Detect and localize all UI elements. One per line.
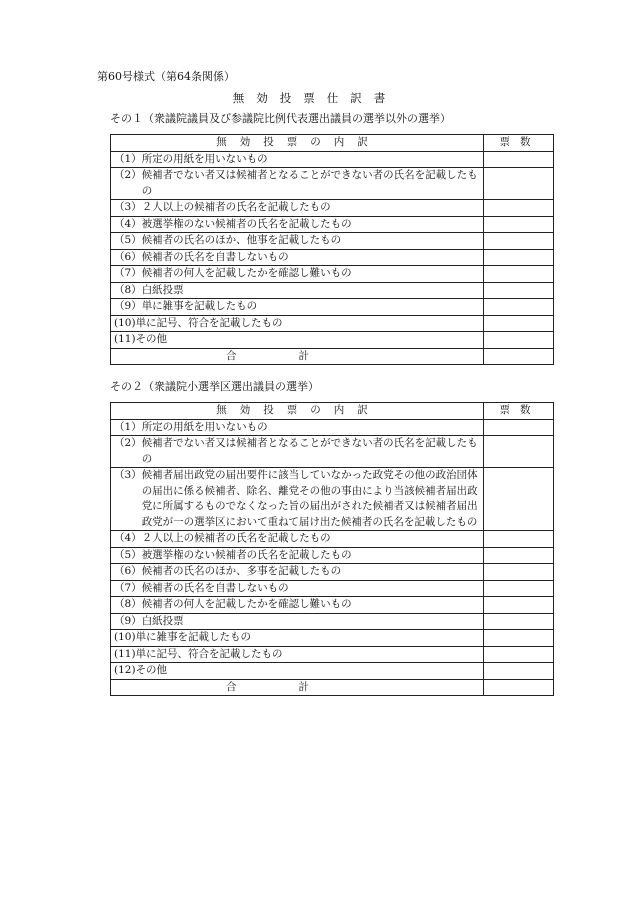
table-row xyxy=(111,580,554,597)
count-header: 票数 xyxy=(484,403,554,420)
section2-heading: その２（衆議院小選挙区選出議員の選挙） xyxy=(110,380,319,393)
total-label: 合計 xyxy=(111,679,484,696)
row-label xyxy=(111,315,484,332)
row-text: 白紙投票 xyxy=(141,283,184,296)
row-label xyxy=(111,168,484,200)
count-cell[interactable] xyxy=(484,200,554,217)
row-text: 被選挙権のない候補者の氏名を記載したもの xyxy=(141,217,352,230)
row-index: (11) xyxy=(114,647,136,660)
row-label xyxy=(111,613,484,630)
row-text: 候補者の何人を記載したかを確認し難いもの xyxy=(141,598,352,610)
section2-table xyxy=(110,402,554,696)
count-cell[interactable] xyxy=(484,168,554,200)
row-index: （3） xyxy=(114,469,142,481)
row-index: （8） xyxy=(114,283,142,296)
row-text: 候補者の氏名を自書しないもの xyxy=(141,581,289,594)
row-text: 所定の用紙を用いないもの xyxy=(141,152,268,165)
count-cell[interactable] xyxy=(484,419,554,436)
row-text: 候補者でない者又は候補者となることができない者の氏名を記載したもの xyxy=(141,437,478,465)
row-text: その他 xyxy=(135,333,168,345)
row-index: （5） xyxy=(114,234,142,246)
count-cell[interactable] xyxy=(484,151,554,168)
table-row xyxy=(111,200,554,217)
row-index: （1） xyxy=(114,152,142,165)
total-row xyxy=(111,348,554,365)
row-label xyxy=(111,531,484,548)
count-header: 票数 xyxy=(484,135,554,152)
row-text: その他 xyxy=(135,664,168,676)
table-row xyxy=(111,613,554,630)
count-cell[interactable] xyxy=(484,249,554,266)
row-index: (10) xyxy=(114,631,136,643)
table-row xyxy=(111,597,554,614)
row-index: （2） xyxy=(114,169,142,181)
row-label xyxy=(111,151,484,168)
row-index: （6） xyxy=(114,565,142,577)
row-label xyxy=(111,282,484,299)
row-text: 候補者届出政党の届出要件に該当していなかった政党その他の政治団体の届出に係る候補者、除名、離党その他の事由により当該候補者届出政党に所属するものでなくなった旨の届出がされた候補者又は候補者届出政党が一の選挙区において重ねて届け出た候補者の氏名を記載したもの xyxy=(141,469,478,528)
row-text: 候補者の氏名のほか、多事を記載したもの xyxy=(141,565,342,577)
count-cell[interactable] xyxy=(484,531,554,548)
total-count-cell[interactable] xyxy=(484,348,554,365)
row-label xyxy=(111,630,484,647)
table-row xyxy=(111,249,554,266)
table-row xyxy=(111,233,554,250)
count-cell[interactable] xyxy=(484,282,554,299)
count-cell[interactable] xyxy=(484,646,554,663)
row-index: （8） xyxy=(114,598,142,610)
row-label xyxy=(111,564,484,581)
row-index: （2） xyxy=(114,437,142,449)
row-label xyxy=(111,597,484,614)
table-row xyxy=(111,299,554,316)
row-text: 白紙投票 xyxy=(141,614,184,627)
row-label xyxy=(111,547,484,564)
row-label xyxy=(111,233,484,250)
table-row xyxy=(111,168,554,200)
count-cell[interactable] xyxy=(484,663,554,680)
row-label xyxy=(111,200,484,217)
row-index: （7） xyxy=(114,267,142,279)
row-text: 単に記号、符合を記載したもの xyxy=(135,647,283,660)
row-text: 候補者の氏名を自書しないもの xyxy=(141,250,289,263)
count-cell[interactable] xyxy=(484,216,554,233)
row-label xyxy=(111,419,484,436)
row-index: （4） xyxy=(114,532,142,544)
table-row xyxy=(111,436,554,468)
count-cell[interactable] xyxy=(484,332,554,349)
row-index: （5） xyxy=(114,548,142,561)
section1-header-row xyxy=(111,135,554,152)
row-text: 単に雑事を記載したもの xyxy=(135,631,252,643)
row-index: (12) xyxy=(114,664,136,676)
section1-heading: その１（衆議院議員及び参議院比例代表選出議員の選挙以外の選挙） xyxy=(110,112,451,125)
row-label xyxy=(111,249,484,266)
row-index: （7） xyxy=(114,581,142,594)
count-cell[interactable] xyxy=(484,580,554,597)
row-index: （6） xyxy=(114,250,142,263)
row-index: (11) xyxy=(114,333,136,345)
section2-header-row xyxy=(111,403,554,420)
table-row xyxy=(111,419,554,436)
table-row xyxy=(111,468,554,531)
row-index: （9） xyxy=(114,300,142,312)
row-text: 所定の用紙を用いないもの xyxy=(141,420,268,433)
count-cell[interactable] xyxy=(484,468,554,531)
row-index: （4） xyxy=(114,217,142,230)
table-row xyxy=(111,332,554,349)
count-cell[interactable] xyxy=(484,299,554,316)
row-label xyxy=(111,266,484,283)
table-row xyxy=(111,216,554,233)
row-label xyxy=(111,646,484,663)
row-index: （1） xyxy=(114,420,142,433)
count-cell[interactable] xyxy=(484,564,554,581)
count-cell[interactable] xyxy=(484,315,554,332)
form-number: 第60号様式（第64条関係） xyxy=(97,70,235,83)
row-label xyxy=(111,468,484,531)
row-text: 被選挙権のない候補者の氏名を記載したもの xyxy=(141,548,352,561)
table-row xyxy=(111,547,554,564)
total-row xyxy=(111,679,554,696)
row-text: ２人以上の候補者の氏名を記載したもの xyxy=(141,201,331,213)
row-index: （9） xyxy=(114,614,142,627)
count-cell[interactable] xyxy=(484,613,554,630)
row-text: 候補者でない者又は候補者となることができない者の氏名を記載したもの xyxy=(141,169,478,197)
row-text: 候補者の何人を記載したかを確認し難いもの xyxy=(141,267,352,279)
row-label xyxy=(111,299,484,316)
total-label: 合計 xyxy=(111,348,484,365)
count-cell[interactable] xyxy=(484,597,554,614)
document-title: 無効投票仕訳書 xyxy=(232,91,398,105)
table-row xyxy=(111,315,554,332)
table-row xyxy=(111,266,554,283)
table-row xyxy=(111,646,554,663)
table-row xyxy=(111,282,554,299)
row-text: 単に記号、符合を記載したもの xyxy=(135,316,283,329)
table-row xyxy=(111,531,554,548)
row-label xyxy=(111,332,484,349)
count-cell[interactable] xyxy=(484,436,554,468)
total-count-cell[interactable] xyxy=(484,679,554,696)
table-row xyxy=(111,663,554,680)
breakdown-header: 無効投票の内訳 xyxy=(111,403,484,420)
table-row xyxy=(111,630,554,647)
row-text: 候補者の氏名のほか、他事を記載したもの xyxy=(141,234,342,246)
table-row xyxy=(111,564,554,581)
row-label xyxy=(111,580,484,597)
row-label xyxy=(111,436,484,468)
count-cell[interactable] xyxy=(484,266,554,283)
table-row xyxy=(111,151,554,168)
row-text: ２人以上の候補者の氏名を記載したもの xyxy=(141,532,331,544)
count-cell[interactable] xyxy=(484,630,554,647)
breakdown-header: 無効投票の内訳 xyxy=(111,135,484,152)
row-index: (10) xyxy=(114,316,136,329)
section1-table xyxy=(110,134,554,365)
row-label xyxy=(111,216,484,233)
count-cell[interactable] xyxy=(484,233,554,250)
count-cell[interactable] xyxy=(484,547,554,564)
row-label xyxy=(111,663,484,680)
row-index: （3） xyxy=(114,201,142,213)
row-text: 単に雑事を記載したもの xyxy=(141,300,258,312)
